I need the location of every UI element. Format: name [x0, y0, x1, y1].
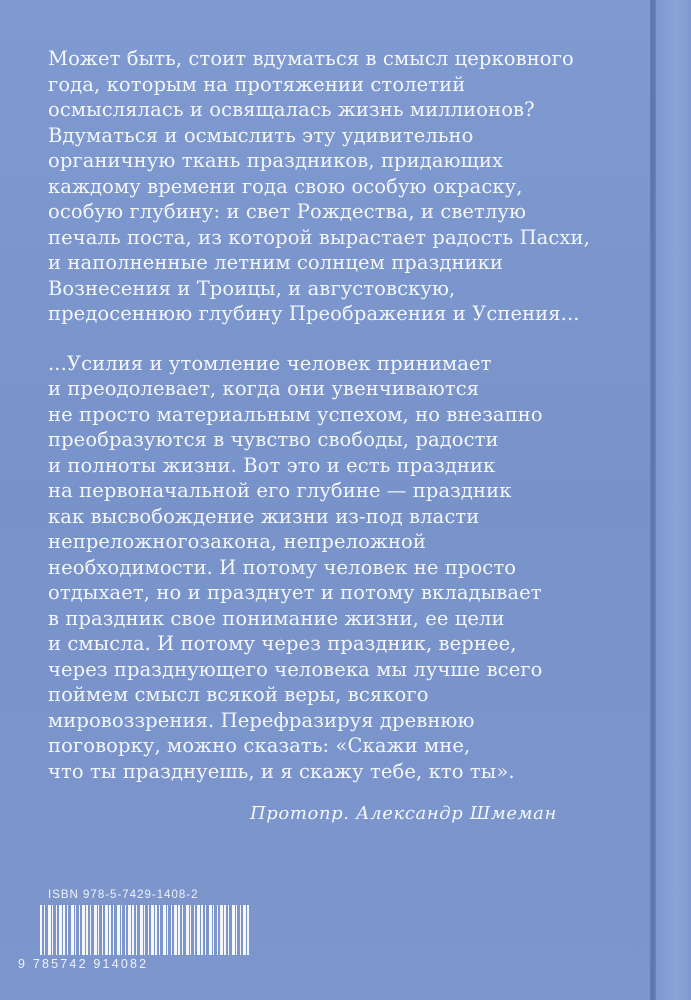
text-line: печаль поста, из которой вырастает радость Пасхи, [48, 225, 590, 249]
text-line: что ты празднуешь, и я скажу тебе, кто ты». [48, 759, 515, 783]
text-line: отдыхает, но и празднует и потому вкладывает [48, 581, 542, 604]
text-line: ...Усилия и утомление человек принимает [48, 351, 492, 375]
text-line: каждому времени года свою особую окраску, [48, 174, 523, 198]
text-line: особую глубину: и свет Рождества, и светлую [48, 200, 527, 223]
text-line: и преодолевает, когда они увенчиваются [48, 377, 480, 400]
barcode-bars [40, 905, 250, 955]
text-line: мировоззрения. Перефразируя древнюю [48, 708, 475, 732]
text-line: органичную ткань праздников, придающих [48, 149, 504, 172]
barcode-block [18, 889, 250, 973]
blurb-text [48, 46, 608, 784]
text-line: преобразуются в чувство свободы, радости [48, 428, 499, 451]
author-signature: Протопр. Александр Шмеман [250, 803, 557, 824]
isbn-label: ISBN 978-5-7429-1408-2 [48, 889, 199, 901]
spine-edge [656, 0, 691, 1000]
text-line: Может быть, стоит вдуматься в смысл церковного [48, 47, 574, 70]
text-line: необходимости. И потому человек не просто [48, 555, 517, 579]
text-line: через празднующего человека мы лучше всего [48, 657, 543, 681]
text-line: и наполненные летним солнцем праздники [48, 251, 504, 274]
text-line: осмыслялась и освящалась жизнь миллионов? [48, 98, 535, 121]
text-line: предосеннюю глубину Преображения и Успения... [48, 302, 580, 325]
text-line: на первоначальной его глубине — праздник [48, 479, 512, 502]
paragraph-1 [48, 46, 608, 327]
text-line: Вдуматься и осмыслить эту удивительно [48, 123, 474, 147]
text-line: в праздник свое понимание жизни, ее цели [48, 606, 505, 630]
text-line: и смысла. И потому через праздник, вернее, [48, 632, 517, 655]
text-line: и полноты жизни. Вот это и есть праздник [48, 453, 496, 477]
barcode-number: 9 785742 914082 [18, 957, 149, 971]
text-line: поймем смысл всякой веры, всякого [48, 683, 429, 706]
text-line: не просто материальным успехом, но внезапно [48, 402, 543, 426]
text-line: непреложногозакона, непреложной [48, 530, 426, 553]
text-line: Вознесения и Троицы, и августовскую, [48, 276, 456, 300]
paragraph-2 [48, 351, 608, 785]
text-line: как высвобождение жизни из-под власти [48, 504, 480, 528]
text-line: поговорку, можно сказать: «Скажи мне, [48, 734, 471, 757]
text-line: года, которым на протяжении столетий [48, 72, 466, 96]
